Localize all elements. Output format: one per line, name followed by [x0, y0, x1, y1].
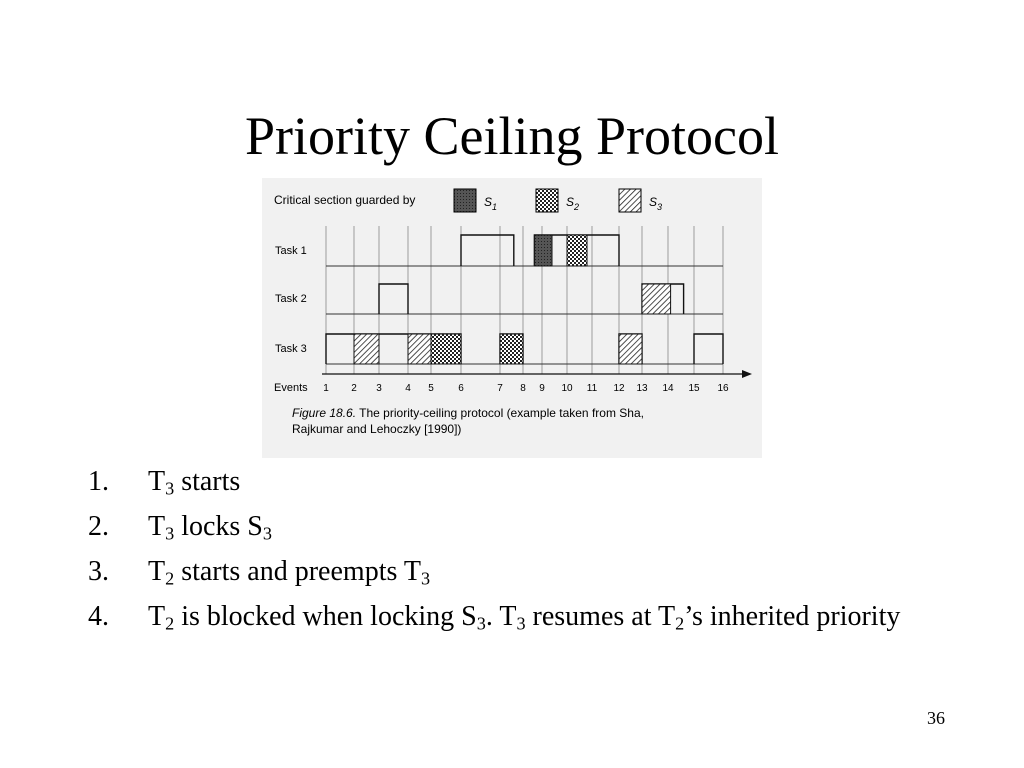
event-number-4: 4	[405, 383, 411, 394]
task-2-label: Task 2	[275, 293, 307, 305]
event-number-9: 9	[539, 383, 545, 394]
event-step-number: 1.	[88, 466, 109, 497]
event-number-11: 11	[586, 383, 598, 394]
subscript: 3	[262, 523, 272, 544]
task-1-execution-segment	[461, 235, 514, 266]
event-number-3: 3	[376, 383, 382, 394]
step-text: locks S	[174, 511, 263, 542]
legend-s1-swatch	[454, 189, 476, 212]
step-text: resumes at T	[525, 601, 676, 632]
event-number-14: 14	[662, 383, 674, 394]
task-3-critical-section-s3	[408, 334, 431, 364]
figure-caption-label: Figure 18.6.	[292, 406, 357, 420]
timeline-diagram	[262, 178, 762, 418]
task-3-execution-segment	[694, 334, 723, 364]
event-number-5: 5	[428, 383, 434, 394]
figure-caption-text-1: The priority-ceiling protocol (example taken from Sha,	[359, 406, 644, 420]
slide-number: 36	[927, 708, 945, 728]
event-steps-list	[88, 466, 968, 646]
subscript: 3	[476, 613, 486, 634]
legend-text: Critical section guarded by	[274, 193, 416, 207]
task-1-critical-section-s1	[534, 235, 552, 266]
event-step-3	[88, 556, 968, 588]
event-step-number: 3.	[88, 556, 109, 587]
step-text: starts and preempts T	[174, 556, 421, 587]
step-text: is blocked when locking S	[174, 601, 477, 632]
step-text: . T	[485, 601, 517, 632]
task-3-label: Task 3	[275, 343, 307, 355]
subscript: 2	[165, 568, 175, 589]
subscript: 3	[420, 568, 431, 589]
event-number-16: 16	[717, 383, 729, 394]
event-number-6: 6	[458, 383, 464, 394]
step-text: T	[148, 466, 166, 497]
event-step-2	[88, 511, 968, 543]
event-number-2: 2	[351, 383, 357, 394]
event-number-7: 7	[497, 383, 503, 394]
event-step-4	[88, 601, 968, 633]
events-axis-arrow	[742, 370, 752, 378]
legend-s3-swatch	[619, 189, 641, 212]
subscript: 2	[675, 613, 685, 634]
task-1-critical-section-s2	[567, 235, 587, 266]
event-step-1	[88, 466, 968, 498]
legend-s2-label: $S_2$	[566, 195, 580, 212]
event-number-15: 15	[688, 383, 700, 394]
events-label: Events	[274, 382, 308, 394]
priority-ceiling-figure	[262, 178, 762, 458]
event-number-8: 8	[520, 383, 526, 394]
event-number-12: 12	[613, 383, 625, 394]
step-text: T	[148, 556, 166, 587]
subscript: 3	[165, 523, 175, 544]
step-text: ’s inherited priority	[684, 601, 901, 632]
event-number-10: 10	[561, 383, 573, 394]
legend-s1-label: $S_1$	[484, 195, 498, 212]
subscript: 2	[165, 613, 175, 634]
task-1-label: Task 1	[275, 245, 307, 257]
task-3-critical-section-s2	[431, 334, 461, 364]
step-text: T	[148, 511, 166, 542]
task-2-critical-section-s3	[642, 284, 671, 314]
step-text: T	[148, 601, 166, 632]
subscript: 3	[165, 478, 175, 499]
task-3-critical-section-s2	[500, 334, 523, 364]
event-number-1: 1	[323, 383, 329, 394]
step-text: starts	[174, 466, 241, 497]
legend-s2-swatch	[536, 189, 558, 212]
figure-caption-line-1	[292, 406, 644, 420]
slide-title: Priority Ceiling Protocol	[245, 106, 779, 166]
task-3-critical-section-s3	[619, 334, 642, 364]
subscript: 3	[516, 613, 526, 634]
task-3-critical-section-s3	[354, 334, 379, 364]
event-step-number: 2.	[88, 511, 109, 542]
figure-caption-line-2: Rajkumar and Lehoczky [1990])	[292, 422, 462, 436]
legend-s3-label: $S_3$	[649, 195, 663, 212]
task-2-execution-segment	[379, 284, 408, 314]
event-step-number: 4.	[88, 601, 109, 632]
event-number-13: 13	[636, 383, 648, 394]
